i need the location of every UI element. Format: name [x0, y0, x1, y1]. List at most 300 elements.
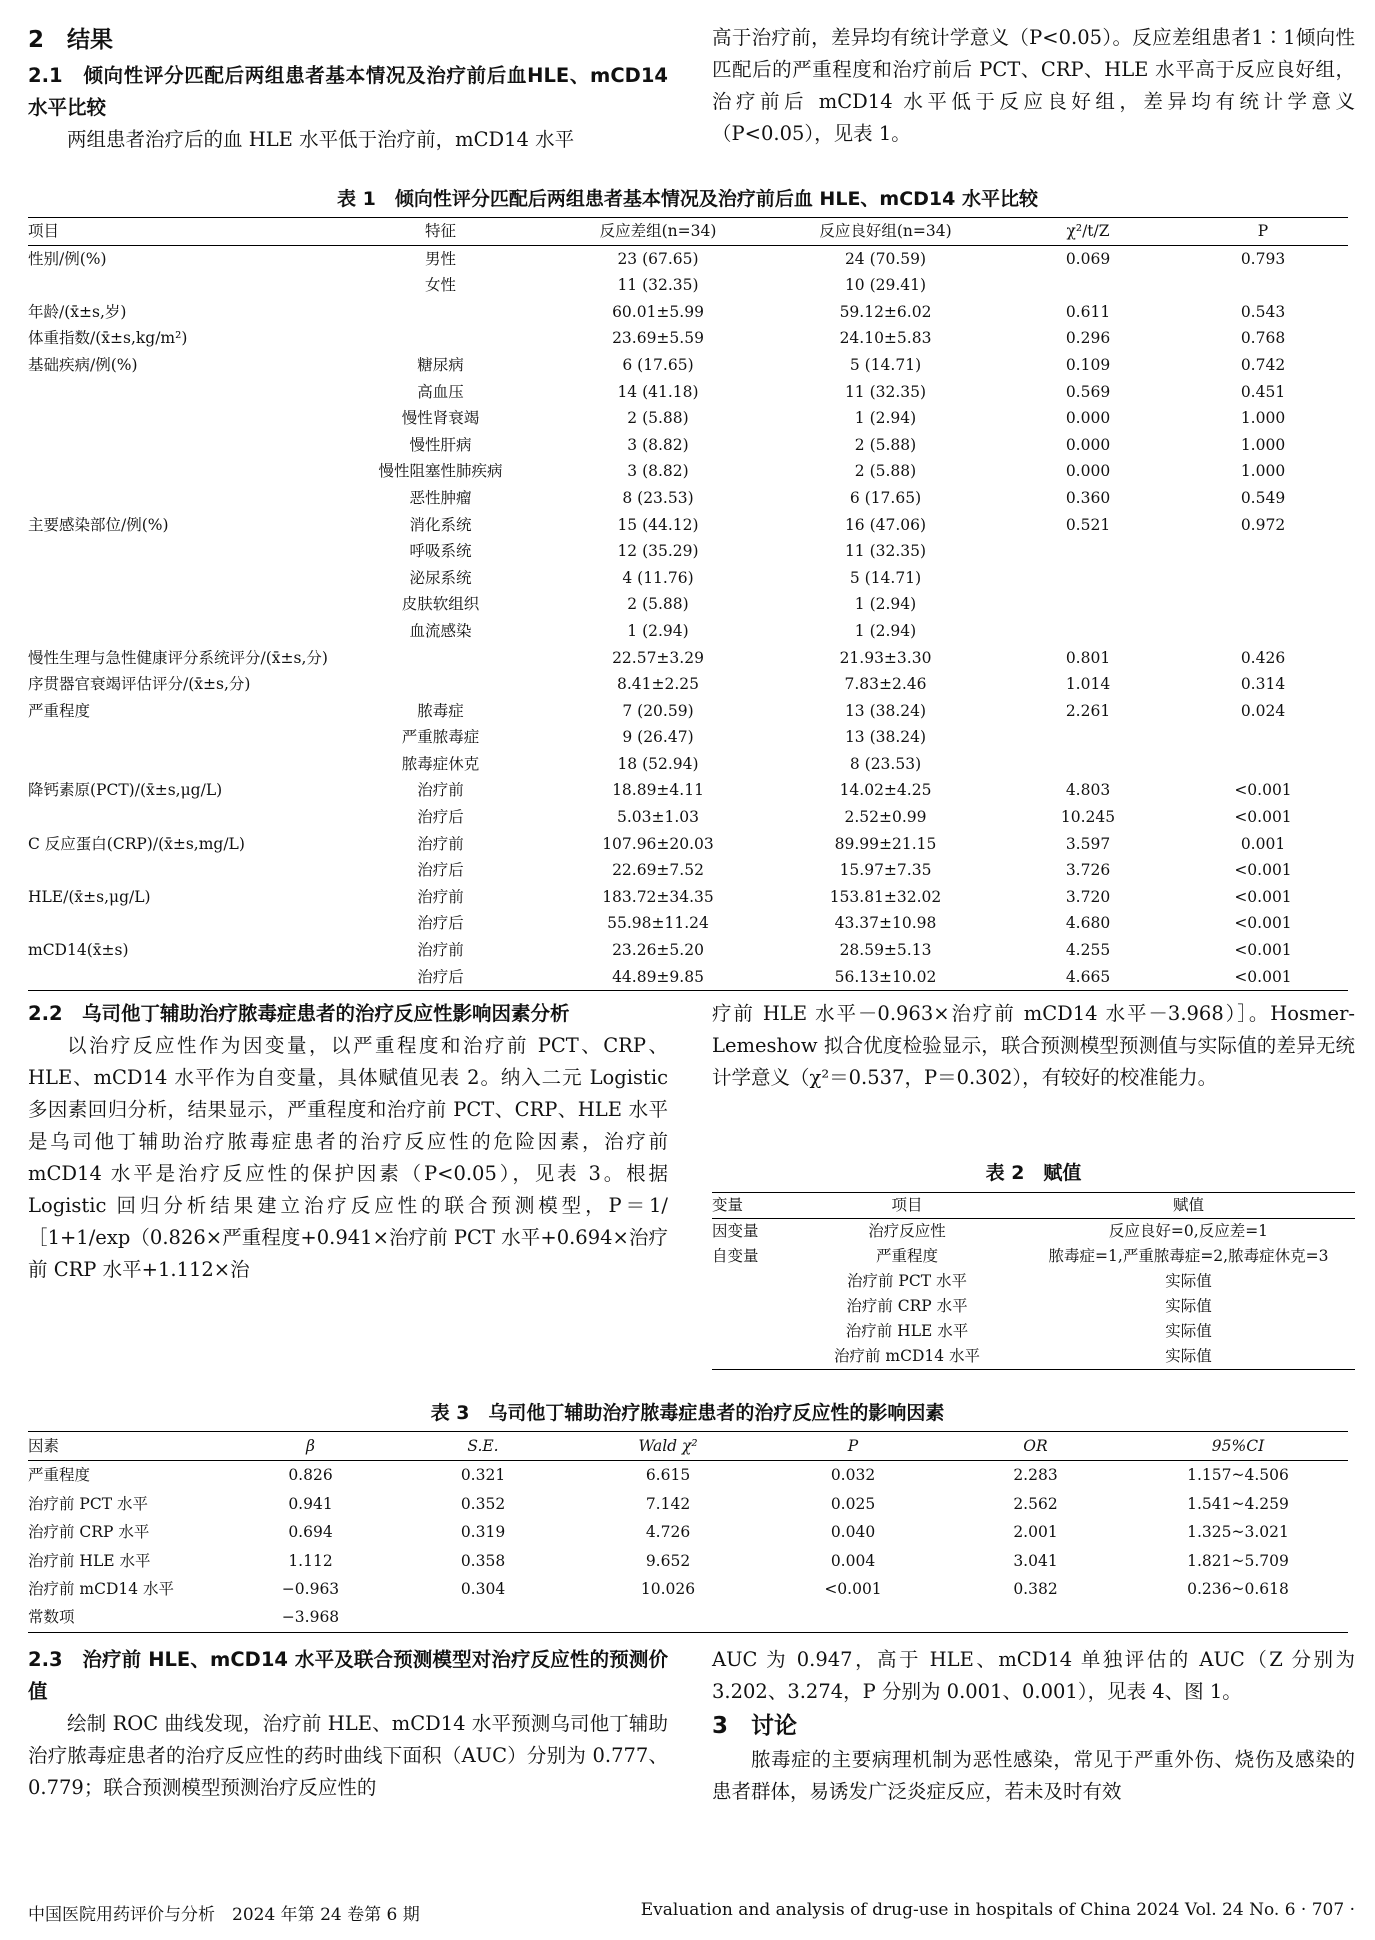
table2-row-cell: 实际值: [1165, 1322, 1212, 1340]
table1-row-cell: 基础疾病/例(%): [28, 355, 138, 374]
table1-body: [28, 245, 1348, 991]
table1-header-cell: P: [1257, 222, 1269, 240]
table1-row-cell: 11 (32.35): [844, 542, 927, 561]
table1-row-cell: 14.02±4.25: [839, 781, 932, 800]
table1-row-cell: 慢性阻塞性肺疾病: [378, 462, 503, 481]
section-heading-results: 2 结果: [28, 27, 114, 53]
subsection-heading-2-3: 2.3 治疗前 HLE、mCD14 水平及联合预测模型对治疗反应性的预测价值: [28, 1648, 668, 1703]
table1-row-cell: 严重脓毒症: [401, 728, 480, 747]
table2-header-cell: 赋值: [1172, 1196, 1204, 1214]
table1-row-cell: 0.426: [1240, 648, 1286, 667]
table1-row-cell: [998, 538, 1178, 565]
table1-row-cell: 脓毒症: [417, 701, 464, 720]
table3-body: [28, 1461, 1348, 1632]
table1-row-cell: 治疗后: [417, 808, 464, 827]
table1-row-cell: 0.742: [1240, 355, 1286, 374]
table1-row-cell: 0.109: [1065, 355, 1111, 374]
table1-row-cell: 4.255: [1065, 941, 1111, 960]
table1-row-cell: <0.001: [1234, 861, 1292, 880]
table1-row-cell: 89.99±21.15: [834, 834, 937, 853]
table1-row: [28, 299, 1348, 326]
table1-row: [28, 591, 1348, 618]
table1-row: [28, 964, 1348, 991]
table1-row: [28, 910, 1348, 937]
table1-row: [28, 272, 1348, 299]
table1-row-cell: [1178, 272, 1348, 299]
table2-row-cell: 治疗前 CRP 水平: [846, 1297, 968, 1315]
table1-row-cell: 14 (41.18): [617, 382, 699, 401]
table3-row-cell: 常数项: [28, 1608, 75, 1627]
table1-row-cell: [28, 565, 338, 592]
table1-row-cell: C 反应蛋白(CRP)/(x̄±s,mg/L): [28, 834, 245, 853]
table1-row-cell: 21.93±3.30: [839, 648, 932, 667]
table1-row-cell: 皮肤软组织: [401, 595, 480, 614]
table3-row-cell: [1128, 1603, 1348, 1632]
table1-row-cell: 慢性肾衰竭: [401, 409, 480, 428]
table1-row-cell: 23.26±5.20: [612, 941, 704, 960]
paragraph-2-1-right: 高于治疗前，差异均有统计学意义（P<0.05）。反应差组患者1∶1倾向性匹配后的严重程度和治疗前后 PCT、CRP、HLE 水平高于反应良好组，治疗前后 mCD14 水平低于反应良好组，差异均有统计学意义（P<0.05），见表 1。: [712, 26, 1355, 145]
p-label: P: [847, 1437, 859, 1455]
table1-row-cell: 43.37±10.98: [834, 914, 937, 933]
table1-row: [28, 645, 1348, 672]
table2-row-cell: 实际值: [1165, 1297, 1212, 1315]
table1-row-cell: [28, 432, 338, 459]
table1-row-cell: 24 (70.59): [844, 249, 927, 268]
table3: [28, 1431, 1348, 1633]
table1-row-cell: 18.89±4.11: [612, 781, 704, 800]
table2-title: 表 2 赋值: [985, 1162, 1082, 1184]
table1-row-cell: [28, 591, 338, 618]
table1-row-cell: [338, 325, 543, 352]
table1-row-cell: [1178, 591, 1348, 618]
table3-row-cell: 1.325~3.021: [1187, 1523, 1289, 1542]
table1-row-cell: 治疗后: [417, 861, 464, 880]
table2-row-cell: [712, 1294, 792, 1319]
table2-row-cell: 治疗前 PCT 水平: [847, 1272, 967, 1290]
table2-header-row: [712, 1193, 1355, 1219]
table1-row-cell: 7.83±2.46: [844, 675, 927, 694]
table3-row-cell: 1.157~4.506: [1187, 1466, 1289, 1485]
table3-row-cell: 0.826: [288, 1466, 333, 1485]
table1-row-cell: 183.72±34.35: [602, 887, 714, 906]
table1-row: [28, 937, 1348, 964]
table1-row: [28, 618, 1348, 645]
table2-row-cell: 治疗前 HLE 水平: [845, 1322, 969, 1340]
table1-row-cell: 2.52±0.99: [844, 808, 927, 827]
table3-row-cell: 0.025: [830, 1494, 876, 1513]
table1-row: [28, 405, 1348, 432]
right-column-top: [712, 22, 1355, 150]
table1-row-cell: <0.001: [1234, 941, 1292, 960]
table1-row-cell: 0.611: [1065, 302, 1111, 321]
table1-row-cell: 2 (5.88): [854, 435, 917, 454]
se-label: S.E.: [467, 1437, 499, 1455]
table2-row: [712, 1269, 1355, 1294]
table3-row-cell: 0.321: [460, 1466, 506, 1485]
ci-label: 95%CI: [1211, 1437, 1265, 1455]
table1-row-cell: 28.59±5.13: [839, 941, 932, 960]
table1-title: 表 1 倾向性评分匹配后两组患者基本情况及治疗前后血 HLE、mCD14 水平比较: [336, 188, 1038, 210]
table1-row: [28, 379, 1348, 406]
table2-header-cell: 变量: [712, 1196, 744, 1214]
table1-header-row: [28, 218, 1348, 246]
table1-row-cell: 9 (26.47): [622, 728, 694, 747]
table1-row-cell: 0.451: [1240, 382, 1286, 401]
table1-row-cell: 0.543: [1240, 302, 1286, 321]
table1-row-cell: [28, 804, 338, 831]
table1-row-cell: 16 (47.06): [844, 515, 927, 534]
table1-row-cell: [998, 724, 1178, 751]
table1-row-cell: 6 (17.65): [622, 355, 694, 374]
table3-row-cell: 0.236~0.618: [1187, 1580, 1289, 1599]
table2-row: [712, 1344, 1355, 1370]
table1-row-cell: 3.720: [1065, 887, 1111, 906]
table3-row-cell: 1.541~4.259: [1187, 1494, 1289, 1513]
subsection-heading-2-2: 2.2 乌司他丁辅助治疗脓毒症患者的治疗反应性影响因素分析: [28, 1002, 570, 1025]
table1-row-cell: 0.000: [1065, 435, 1111, 454]
table3-header-cell: [393, 1432, 573, 1461]
wald-label: Wald χ²: [638, 1437, 698, 1455]
paragraph-2-2-right: 疗前 HLE 水平－0.963×治疗前 mCD14 水平－3.968）］。Hosmer-Lemeshow 拟合优度检验显示，联合预测模型预测值与实际值的差异无统计学意义（χ²＝0.537，P＝0.302），有较好的校准能力。: [712, 1002, 1355, 1089]
paragraph-2-3-left: 绘制 ROC 曲线发现，治疗前 HLE、mCD14 水平预测乌司他丁辅助治疗脓毒症患者的治疗反应性的药时曲线下面积（AUC）分别为 0.777、0.779；联合预测模型预测治疗反应性的: [28, 1712, 668, 1799]
table1-row-cell: 消化系统: [409, 515, 472, 534]
table1-row-cell: 8.41±2.25: [616, 675, 699, 694]
table1-row-cell: 0.000: [1065, 462, 1111, 481]
table1-row-cell: 0.000: [1065, 409, 1111, 428]
table1-row: [28, 352, 1348, 379]
table3-row-cell: [943, 1603, 1128, 1632]
table1-row: [28, 884, 1348, 911]
table1-row-cell: 153.81±32.02: [829, 887, 942, 906]
table1-row-cell: [28, 910, 338, 937]
table1-row: [28, 458, 1348, 485]
table1-row: [28, 512, 1348, 539]
table1-row-cell: 严重程度: [28, 701, 91, 720]
left-column-mid: [28, 998, 668, 1286]
left-column-bottom: [28, 1644, 668, 1804]
table1-row: [28, 325, 1348, 352]
table3-row-cell: 6.615: [645, 1466, 691, 1485]
table1-row-cell: [28, 857, 338, 884]
table1-row-cell: 0.972: [1240, 515, 1286, 534]
table1-row: [28, 538, 1348, 565]
table1-row-cell: [338, 645, 543, 672]
table1-row: [28, 671, 1348, 698]
table1-row-cell: [998, 272, 1178, 299]
table1-row-cell: [28, 379, 338, 406]
table3-row-cell: [393, 1603, 573, 1632]
table3-row-cell: [573, 1603, 763, 1632]
table3-row-cell: 治疗前 HLE 水平: [28, 1551, 151, 1570]
table1-row-cell: 降钙素原(PCT)/(x̄±s,μg/L): [28, 781, 223, 800]
table1-row-cell: 0.521: [1065, 515, 1111, 534]
table2-row: [712, 1319, 1355, 1344]
table1-row-cell: 22.69±7.52: [612, 861, 704, 880]
table1-row-cell: 24.10±5.83: [839, 329, 932, 348]
table1-row-cell: 15.97±7.35: [839, 861, 932, 880]
table3-row-cell: 1.821~5.709: [1187, 1551, 1289, 1570]
table1-row-cell: [1178, 751, 1348, 778]
table3-row-cell: 0.941: [288, 1494, 333, 1513]
table3-row-cell: −0.963: [281, 1580, 340, 1599]
table1-row-cell: 8 (23.53): [849, 754, 922, 773]
table1-row-cell: [28, 618, 338, 645]
table3-row-cell: 10.026: [640, 1580, 696, 1599]
table3-row: [28, 1461, 1348, 1490]
table1-row-cell: 2 (5.88): [627, 595, 689, 614]
table1-row-cell: 呼吸系统: [409, 542, 472, 561]
table1-row-cell: 11 (32.35): [844, 382, 927, 401]
table1-header-cell: 特征: [424, 222, 456, 240]
table1-row-cell: 0.001: [1240, 834, 1286, 853]
table3-row-cell: −3.968: [281, 1608, 340, 1627]
table1-row: [28, 565, 1348, 592]
table1-row-cell: [28, 485, 338, 512]
table1-row-cell: 体重指数/(x̄±s,kg/m²): [28, 329, 188, 348]
table2-row-cell: 自变量: [712, 1247, 759, 1265]
table2-row-cell: 脓毒症=1,严重脓毒症=2,脓毒症休克=3: [1048, 1247, 1329, 1265]
table1-row-cell: 59.12±6.02: [839, 302, 932, 321]
table1-row-cell: [998, 565, 1178, 592]
table2-row-cell: [712, 1269, 792, 1294]
table2-row-cell: 严重程度: [875, 1247, 938, 1265]
table1-row-cell: 13 (38.24): [844, 701, 927, 720]
table1-header-cell: 反应差组(n=34): [599, 222, 717, 240]
table1-row-cell: 治疗后: [417, 914, 464, 933]
table1-row: [28, 432, 1348, 459]
table3-header-row: [28, 1432, 1348, 1461]
table1-row-cell: 12 (35.29): [617, 542, 699, 561]
table1-row-cell: [338, 299, 543, 326]
table1-row-cell: 56.13±10.02: [834, 967, 937, 986]
table1-row-cell: 10 (29.41): [844, 276, 927, 295]
table1-row-cell: 1.000: [1240, 435, 1286, 454]
left-column-top: [28, 22, 668, 156]
table1-row: [28, 857, 1348, 884]
table1-row-cell: 0.024: [1240, 701, 1286, 720]
table1-row: [28, 751, 1348, 778]
table1-row-cell: [1178, 618, 1348, 645]
table1-row-cell: 1.000: [1240, 409, 1286, 428]
table1-row-cell: 1.014: [1065, 675, 1111, 694]
beta-label: β: [306, 1437, 315, 1455]
or-label: OR: [1023, 1437, 1048, 1455]
table1-row: [28, 485, 1348, 512]
table3-row-cell: 0.694: [288, 1523, 333, 1542]
table2-row-cell: 治疗前 mCD14 水平: [833, 1347, 981, 1365]
table1-row: [28, 245, 1348, 272]
table1-row-cell: 23.69±5.59: [612, 329, 704, 348]
table1-row-cell: 4.803: [1065, 781, 1111, 800]
table3-header-cell: [573, 1432, 763, 1461]
table3-title: 表 3 乌司他丁辅助治疗脓毒症患者的治疗反应性的影响因素: [430, 1402, 945, 1424]
table1-row-cell: 女性: [424, 276, 456, 295]
table1-row-cell: 5 (14.71): [849, 355, 922, 374]
right-column-bottom: [712, 1644, 1355, 1808]
table3-row-cell: 0.004: [830, 1551, 876, 1570]
table1-row-cell: 22.57±3.29: [612, 648, 704, 667]
table1-row-cell: 序贯器官衰竭评估评分/(x̄±s,分): [28, 675, 251, 694]
table1-row-cell: 血流感染: [409, 621, 472, 640]
table1-row-cell: 55.98±11.24: [607, 914, 709, 933]
paragraph-2-1-left: 两组患者治疗后的血 HLE 水平低于治疗前，mCD14 水平: [67, 128, 575, 151]
table1-row-cell: 0.768: [1240, 329, 1286, 348]
table3-row-cell: 0.382: [1013, 1580, 1058, 1599]
table1-row-cell: 2 (5.88): [854, 462, 917, 481]
table3-row-cell: 9.652: [645, 1551, 691, 1570]
table2-row-cell: [712, 1344, 792, 1370]
table1-row-cell: 糖尿病: [417, 355, 464, 374]
table1-row-cell: [28, 724, 338, 751]
table1-row-cell: 60.01±5.99: [612, 302, 704, 321]
table1-row-cell: 23 (67.65): [617, 249, 699, 268]
table1-row-cell: 11 (32.35): [617, 276, 699, 295]
table3-row-cell: 2.001: [1013, 1523, 1058, 1542]
table1-row-cell: [1178, 565, 1348, 592]
table1-row-cell: 7 (20.59): [622, 701, 694, 720]
table3-row-cell: 1.112: [288, 1551, 333, 1570]
table3-header-cell: [763, 1432, 943, 1461]
table3-row: [28, 1490, 1348, 1518]
table1-row-cell: 3.597: [1065, 834, 1111, 853]
table1-row-cell: 0.314: [1240, 675, 1286, 694]
table3-row: [28, 1575, 1348, 1603]
subsection-heading-2-1: 2.1 倾向性评分匹配后两组患者基本情况及治疗前后血HLE、mCD14水平比较: [28, 64, 668, 119]
table1-row-cell: [998, 751, 1178, 778]
paragraph-2-2-left: 以治疗反应性作为因变量，以严重程度和治疗前 PCT、CRP、HLE、mCD14 水平作为自变量，具体赋值见表 2。纳入二元 Logistic 多因素回归分析，结果显示，严重程度和治疗前 PCT、CRP、HLE 水平是乌司他丁辅助治疗脓毒症患者的治疗反应性的危险因素，治疗前 mCD14 水平是治疗反应性的保护因素（P<0.05），见表 3。根据 Logistic 回归分析结果建立治疗反应性的联合预测模型，P＝1/［1+1/exp（0.826×严重程度+0.941×治疗前 PCT 水平+0.694×治疗前 CRP 水平+1.112×治: [28, 1034, 668, 1281]
table3-row-cell: 治疗前 CRP 水平: [28, 1523, 150, 1542]
table1-row-cell: <0.001: [1234, 808, 1292, 827]
table1-row-cell: 2 (5.88): [627, 409, 689, 428]
table1-header-cell: 反应良好组(n=34): [819, 222, 952, 240]
table1-row-cell: 0.793: [1240, 249, 1286, 268]
table1-row: [28, 724, 1348, 751]
table1-row-cell: 2.261: [1065, 701, 1111, 720]
table1-row-cell: 1 (2.94): [627, 621, 689, 640]
table1-row-cell: [1178, 724, 1348, 751]
table1-row-cell: <0.001: [1234, 967, 1292, 986]
table2-row: [712, 1294, 1355, 1319]
table2-row: [712, 1219, 1355, 1245]
table1-row-cell: 0.569: [1065, 382, 1111, 401]
table2-row: [712, 1244, 1355, 1269]
table1-row-cell: 脓毒症休克: [401, 754, 480, 773]
table1-row-cell: <0.001: [1234, 781, 1292, 800]
table1-row-cell: 性别/例(%): [28, 249, 107, 268]
table1-row-cell: 1 (2.94): [854, 621, 917, 640]
table1-row-cell: 年龄/(x̄±s,岁): [28, 302, 127, 321]
table1-row-cell: 13 (38.24): [844, 728, 927, 747]
table1-row-cell: 0.801: [1065, 648, 1111, 667]
table1-row-cell: 6 (17.65): [849, 488, 922, 507]
table3-row-cell: [763, 1603, 943, 1632]
table1: [28, 217, 1348, 991]
table3-row-cell: 7.142: [645, 1494, 691, 1513]
table1-row-cell: [28, 405, 338, 432]
table3-row-cell: 0.358: [460, 1551, 506, 1570]
table3-row-cell: 治疗前 PCT 水平: [28, 1494, 148, 1513]
table1-row-cell: [28, 538, 338, 565]
table3-header-cell: 因素: [28, 1437, 60, 1455]
paragraph-2-3-right: AUC 为 0.947，高于 HLE、mCD14 单独评估的 AUC（Z 分别为 3.202、3.274，P 分别为 0.001、0.001），见表 4、图 1。: [712, 1648, 1355, 1703]
table1-row-cell: [28, 964, 338, 991]
table3-row: [28, 1547, 1348, 1575]
table3-row-cell: 治疗前 mCD14 水平: [28, 1580, 175, 1599]
footer-journal-cn: 中国医院用药评价与分析 2024 年第 24 卷第 6 期: [28, 1905, 420, 1925]
table2-row-cell: 治疗反应性: [868, 1222, 946, 1240]
table2: [712, 1192, 1355, 1370]
table1-row-cell: 1 (2.94): [854, 595, 917, 614]
table1-row-cell: 3.726: [1065, 861, 1111, 880]
table1-row: [28, 698, 1348, 725]
table1-row-cell: [998, 591, 1178, 618]
footer-journal-en: Evaluation and analysis of drug-use in hospitals of China 2024 Vol. 24 No. 6 · 707 ·: [640, 1900, 1355, 1920]
paragraph-discussion: 脓毒症的主要病理机制为恶性感染，常见于严重外伤、烧伤及感染的患者群体，易诱发广泛炎症反应，若未及时有效: [712, 1748, 1355, 1803]
table1-row-cell: [28, 751, 338, 778]
table2-header-cell: 项目: [891, 1196, 923, 1214]
table2-row-cell: [712, 1319, 792, 1344]
table1-row-cell: 慢性肝病: [409, 435, 472, 454]
table1-row-cell: mCD14(x̄±s): [28, 941, 129, 960]
table1-row-cell: 治疗前: [417, 834, 464, 853]
table1-row-cell: 107.96±20.03: [602, 834, 714, 853]
table1-row-cell: 10.245: [1060, 808, 1116, 827]
table3-row-cell: 3.041: [1013, 1551, 1058, 1570]
table1-header-cell: χ²/t/Z: [1066, 222, 1110, 240]
table3-header-cell: [1128, 1432, 1348, 1461]
table3-row: [28, 1518, 1348, 1546]
table3-row: [28, 1603, 1348, 1632]
table1-row-cell: 慢性生理与急性健康评分系统评分/(x̄±s,分): [28, 648, 328, 667]
table1-row-cell: 0.549: [1240, 488, 1286, 507]
table3-row-cell: 0.304: [460, 1580, 506, 1599]
table1-row-cell: 治疗前: [417, 781, 464, 800]
table2-row-cell: 因变量: [712, 1222, 759, 1240]
table3-row-cell: 0.319: [460, 1523, 506, 1542]
table1-row-cell: 男性: [424, 249, 456, 268]
table1-row: [28, 777, 1348, 804]
table1-row-cell: 1 (2.94): [854, 409, 917, 428]
table3-row-cell: 2.562: [1013, 1494, 1058, 1513]
table1-row-cell: 3 (8.82): [627, 435, 689, 454]
table1-row-cell: HLE/(x̄±s,μg/L): [28, 887, 151, 906]
right-column-mid: [712, 998, 1355, 1094]
section-heading-discussion: 3 讨论: [712, 1713, 798, 1739]
table3-header-cell: [228, 1432, 393, 1461]
table1-row-cell: [998, 618, 1178, 645]
table1-row-cell: 治疗前: [417, 941, 464, 960]
table3-row-cell: 0.040: [830, 1523, 876, 1542]
table1-header-cell: 项目: [28, 222, 60, 240]
table3-row-cell: 0.352: [460, 1494, 506, 1513]
table1-row-cell: 治疗前: [417, 887, 464, 906]
table1-row: [28, 831, 1348, 858]
table1-row-cell: <0.001: [1234, 914, 1292, 933]
table2-row-cell: 反应良好=0,反应差=1: [1108, 1222, 1269, 1240]
table1-row-cell: 15 (44.12): [617, 515, 699, 534]
table2-row-cell: 实际值: [1165, 1347, 1212, 1365]
table1-row-cell: 治疗后: [417, 967, 464, 986]
table1-row-cell: [28, 272, 338, 299]
table1-row-cell: 泌尿系统: [409, 568, 472, 587]
table2-row-cell: 实际值: [1165, 1272, 1212, 1290]
table1-row-cell: 4.665: [1065, 967, 1111, 986]
table3-row-cell: 4.726: [645, 1523, 691, 1542]
table1-row-cell: 4.680: [1065, 914, 1111, 933]
table1-row-cell: [338, 671, 543, 698]
table1-row-cell: <0.001: [1234, 887, 1292, 906]
table1-row-cell: 0.069: [1065, 249, 1111, 268]
